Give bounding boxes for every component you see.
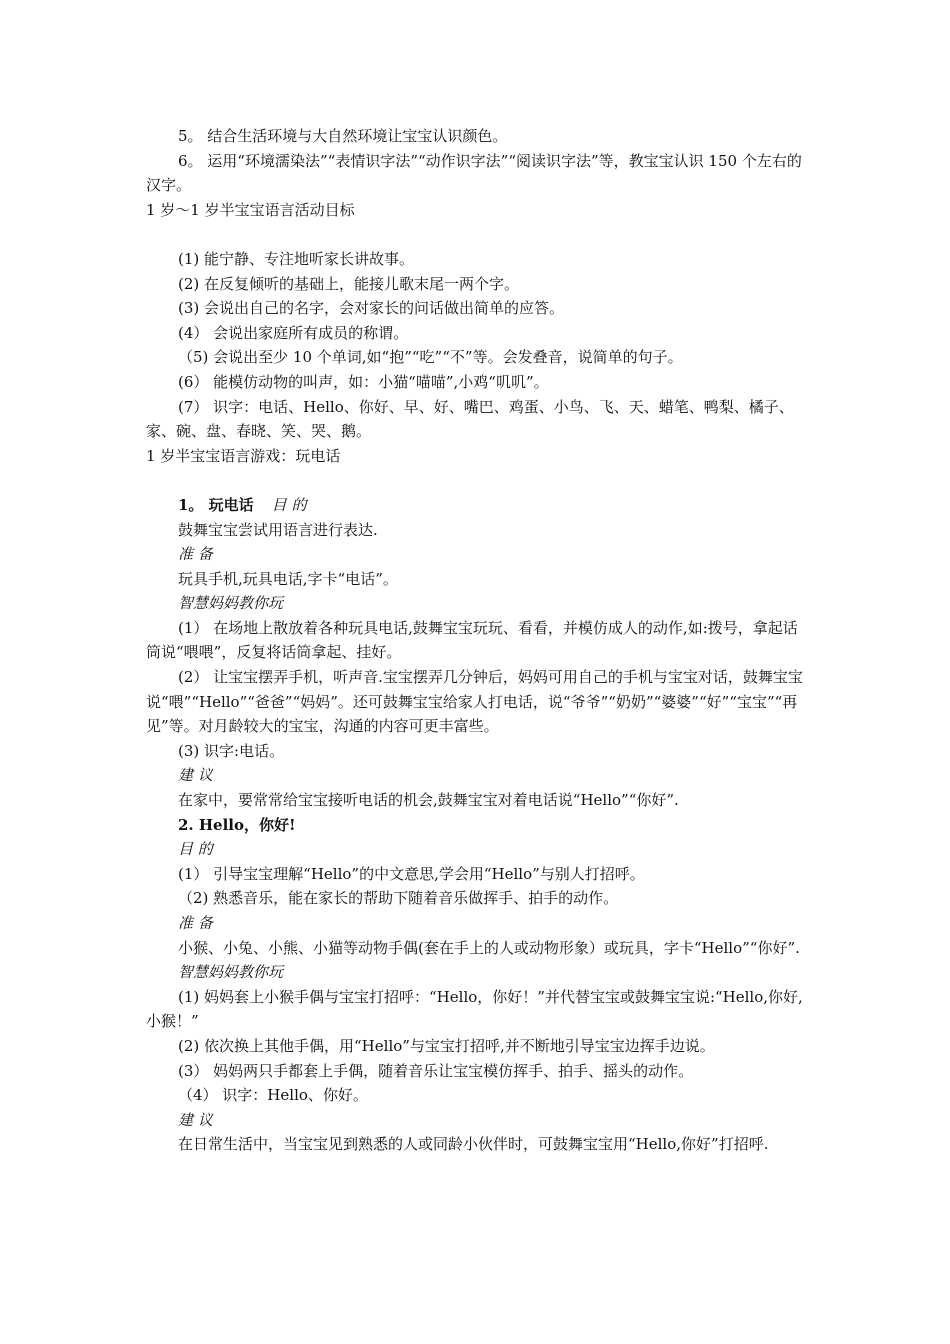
game1-step: (1） 在场地上散放着各种玩具电话,鼓舞宝宝玩玩、看看，并模仿成人的动作,如:拨号，拿起话筒说“喂喂”，反复将话筒拿起、挂好。 bbox=[146, 618, 798, 662]
game1-howto-label: 智慧妈妈教你玩 bbox=[178, 594, 284, 613]
game2-step: （4） 识字：Hello、你好。 bbox=[178, 1086, 368, 1105]
goal-item: (3) 会说出自己的名字，会对家长的问话做出简单的应答。 bbox=[178, 299, 565, 318]
goal-item: (4） 会说出家庭所有成员的称谓。 bbox=[178, 323, 409, 342]
game1-title: 1。 玩电话 bbox=[178, 495, 254, 514]
game1-advice-label: 建 议 bbox=[178, 766, 213, 785]
game1-title-line bbox=[146, 493, 810, 518]
goal-item: (2) 在反复倾听的基础上，能接儿歌末尾一两个字。 bbox=[178, 274, 520, 293]
goal-item: (6） 能模仿动物的叫声，如：小猫“喵喵”,小鸡“叽叽”。 bbox=[178, 372, 549, 391]
paragraph-characters: 6。 运用“环境濡染法”“表情识字法”“动作识字法”“阅读识字法”等，教宝宝认识 150 个左右的汉字。 bbox=[146, 151, 802, 195]
game2-step: (2) 依次换上其他手偶，用“Hello”与宝宝打招呼,并不断地引导宝宝边挥手边说。 bbox=[178, 1036, 715, 1055]
document-body bbox=[146, 124, 810, 1157]
game1-prep-label: 准 备 bbox=[178, 545, 213, 564]
section-heading-game: 1 岁半宝宝语言游戏：玩电话 bbox=[146, 446, 341, 465]
game2-advice-label: 建 议 bbox=[178, 1110, 213, 1129]
game2-prep-label: 准 备 bbox=[178, 914, 213, 932]
spacer bbox=[146, 468, 810, 493]
section-heading-goals: 1 岁～1 岁半宝宝语言活动目标 bbox=[146, 200, 355, 219]
game1-advice: 在家中，要常常给宝宝接听电话的机会,鼓舞宝宝对着电话说“Hello”“你好”. bbox=[178, 791, 679, 810]
game2-advice: 在日常生活中，当宝宝见到熟悉的人或同龄小伙伴时，可鼓舞宝宝用“Hello,你好”打招呼. bbox=[178, 1135, 769, 1154]
game1-prep: 玩具手机,玩具电话,字卡“电话”。 bbox=[178, 569, 398, 588]
game1-purpose-label: 目 的 bbox=[271, 495, 307, 514]
game2-purpose: （2) 熟悉音乐，能在家长的帮助下随着音乐做挥手、拍手的动作。 bbox=[178, 889, 619, 908]
game2-purpose-label: 目 的 bbox=[178, 840, 213, 859]
game2-step: (3） 妈妈两只手都套上手偶，随着音乐让宝宝模仿挥手、拍手、摇头的动作。 bbox=[178, 1061, 694, 1080]
goal-item: (7） 识字：电话、Hello、你好、早、好、嘴巴、鸡蛋、小鸟、飞、天、蜡笔、鸭梨、橘子、家、碗、盘、春晓、笑、哭、鹅。 bbox=[146, 397, 794, 441]
goal-item: (1) 能宁静、专注地听家长讲故事。 bbox=[178, 249, 415, 268]
game2-title: 2. Hello，你好! bbox=[178, 815, 296, 834]
game2-howto-label: 智慧妈妈教你玩 bbox=[178, 963, 284, 982]
game1-step: (2） 让宝宝摆弄手机，听声音.宝宝摆弄几分钟后，妈妈可用自己的手机与宝宝对话，鼓舞宝宝说“喂”“Hello”“爸爸”“妈妈”。还可鼓舞宝宝给家人打电话，说“爷爷”“奶奶”“婆婆”“好”“宝宝”“再见”等。对月龄较大的宝宝，沟通的内容可更丰富些。 bbox=[146, 668, 803, 736]
spacer bbox=[146, 222, 810, 247]
game2-step: (1) 妈妈套上小猴手偶与宝宝打招呼：“Hello，你好！”并代替宝宝或鼓舞宝宝说:“Hello,你好,小猴！” bbox=[146, 987, 803, 1031]
game1-step: (3) 识字:电话。 bbox=[178, 741, 285, 760]
game2-purpose: (1） 引导宝宝理解“Hello”的中文意思,学会用“Hello”与别人打招呼。 bbox=[178, 864, 645, 883]
game2-prep: 小猴、小兔、小熊、小猫等动物手偶(套在手上的人或动物形象）或玩具，字卡“Hello”“你好”. bbox=[178, 938, 800, 957]
game1-purpose: 鼓舞宝宝尝试用语言进行表达. bbox=[178, 520, 378, 539]
paragraph-colors: 5。 结合生活环境与大自然环境让宝宝认识颜色。 bbox=[178, 127, 508, 145]
goal-item: （5) 会说出至少 10 个单词,如“抱”“吃”“不”等。会发叠音，说简单的句子。 bbox=[178, 348, 683, 367]
